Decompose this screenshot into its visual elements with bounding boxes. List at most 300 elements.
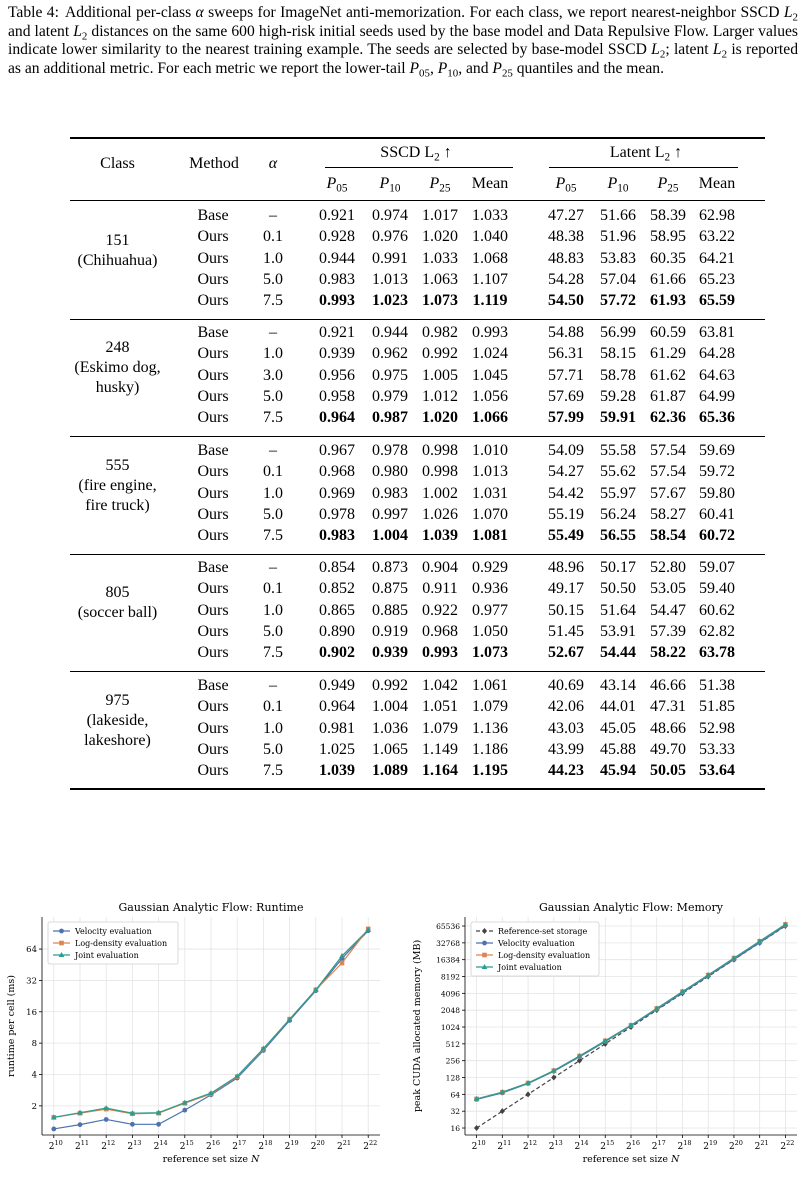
data-point [59,941,64,946]
latent-value: 58.54 [650,527,686,545]
latent-value: 58.78 [600,366,636,384]
latent-value: 45.05 [600,719,636,737]
x-tick-exponent: 16 [211,1139,221,1147]
class-label-line: (soccer ball) [77,604,158,622]
sscd-value: 1.066 [472,409,508,427]
method-cell: Ours [197,719,229,737]
latent-value: 55.97 [600,484,636,502]
x-tick-exponent: 16 [631,1139,641,1147]
runtime-chart [0,895,400,1175]
alpha-cell: 1.0 [263,601,283,619]
sscd-value: 1.056 [472,387,508,405]
x-tick-label: $2^{13}$ [548,1139,563,1152]
class-label [60,231,175,271]
x-tick-exponent: 13 [133,1139,142,1147]
latent-value: 53.83 [600,249,636,267]
class-label-line: 248 [105,339,130,357]
x-tick-label: $2^{17}$ [232,1139,247,1152]
y-tick-label: 2 [31,1101,37,1112]
sscd-header-mean: Mean [471,175,509,192]
method-cell: Ours [197,484,229,502]
alpha-cell: 5.0 [263,622,283,640]
y-tick-label: 4 [31,1070,37,1081]
sscd-value: 0.991 [372,249,408,267]
sscd-value: 0.944 [319,249,355,267]
sscd-value: 0.992 [372,677,408,694]
sscd-value: 1.012 [422,387,458,405]
x-tick-label: $2^{14}$ [153,1139,168,1152]
class-label-line: (Chihuahua) [77,252,158,270]
latent-value: 54.28 [548,270,584,288]
data-point [482,953,487,958]
latent-value: 50.15 [548,601,584,619]
alpha-cell: 5.0 [263,387,283,405]
sscd-value: 1.039 [319,762,355,780]
x-tick-exponent: 19 [708,1139,718,1147]
latent-value: 58.95 [650,228,686,246]
x-tick-label: $2^{12}$ [523,1139,538,1152]
y-tick-label: 32768 [436,938,460,948]
sscd-value: 0.969 [319,484,355,502]
latent-value: 64.99 [699,387,735,405]
latent-value: 46.66 [650,677,686,694]
sscd-value: 0.928 [319,228,355,246]
sscd-value: 1.036 [372,719,408,737]
sscd-value: 0.975 [372,366,408,384]
sscd-value: 0.885 [372,601,408,619]
sscd-value: 0.979 [372,387,408,405]
data-point [340,961,345,966]
data-point [51,1127,56,1132]
alpha-cell: 7.5 [263,644,283,662]
x-tick-label: $2^{10}$ [48,1139,63,1152]
sscd-value: 0.992 [422,345,458,363]
data-point [525,1091,530,1097]
class-label-line: 555 [105,457,130,475]
sscd-value: 1.020 [422,409,458,427]
latent-value: 50.05 [650,762,686,780]
sscd-value: 0.964 [319,698,355,716]
header-alpha: α [268,155,278,172]
header-class: Class [100,155,135,172]
x-tick-label: $2^{19}$ [284,1139,299,1152]
y-tick-label: 512 [445,1039,460,1049]
sscd-header-p25: $P_{25}$ [429,175,451,195]
sscd-value: 1.026 [422,505,458,523]
sscd-value: 1.020 [422,228,458,246]
alpha-cell: 0.1 [263,698,283,716]
alpha-cell: 7.5 [263,762,283,780]
alpha-cell: – [269,677,277,694]
runtime-svg [0,895,400,1175]
latent-value: 44.23 [548,762,584,780]
x-tick-exponent: 17 [237,1139,247,1147]
sscd-value: 0.939 [372,644,408,662]
group-rule [70,671,765,672]
alpha-cell: 5.0 [263,505,283,523]
sscd-cmidrule [325,167,513,168]
latent-value: 61.93 [650,292,686,310]
latent-value: 60.41 [699,505,735,523]
sscd-value: 0.977 [472,601,508,619]
method-cell: Ours [197,463,229,481]
alpha-cell: – [269,559,277,576]
sscd-value: 0.890 [319,622,355,640]
sscd-value: 1.033 [472,207,508,224]
x-tick-exponent: 19 [290,1139,299,1147]
latent-value: 43.99 [548,740,584,758]
x-tick-label: $2^{18}$ [677,1139,692,1152]
sscd-value: 1.063 [422,270,458,288]
method-cell: Ours [197,345,229,363]
method-cell: Ours [197,228,229,246]
latent-header-p10: $P_{10}$ [607,175,629,195]
sscd-value: 1.042 [422,677,458,694]
sscd-value: 0.983 [319,527,355,545]
method-cell: Ours [197,580,229,598]
sscd-value: 1.070 [472,505,508,523]
method-cell: Ours [197,409,229,427]
method-cell: Ours [197,366,229,384]
sscd-value: 1.039 [422,527,458,545]
latent-value: 64.21 [699,249,735,267]
alpha-cell: – [269,324,277,341]
latent-value: 62.36 [650,409,686,427]
latent-value: 57.54 [650,463,686,481]
x-tick-exponent: 22 [368,1139,378,1147]
x-tick-exponent: 15 [185,1139,194,1147]
sscd-value: 1.040 [472,228,508,246]
memory-chart [405,895,805,1175]
sscd-value: 0.978 [372,442,408,459]
y-tick-label: 64 [450,1090,460,1100]
class-label-line: (lakeside, [86,712,149,730]
x-tick-exponent: 21 [760,1139,769,1147]
caption-label: Table 4: [8,4,59,21]
latent-value: 59.40 [699,580,735,598]
legend-label: Joint evaluation [75,951,139,960]
sscd-value: 0.939 [319,345,355,363]
class-label-line: (Eskimo dog, [74,359,161,377]
latent-value: 61.29 [650,345,686,363]
sscd-value: 1.013 [472,463,508,481]
alpha-cell: 0.1 [263,580,283,598]
sscd-value: 0.981 [319,719,355,737]
latent-value: 53.05 [650,580,686,598]
method-cell: Base [197,324,229,341]
method-cell: Base [197,442,229,459]
sscd-value: 0.980 [372,463,408,481]
sscd-value: 0.929 [472,559,508,576]
sscd-value: 0.997 [372,505,408,523]
y-tick-label: 8 [31,1039,37,1050]
latent-value: 43.14 [600,677,636,694]
sscd-value: 0.967 [319,442,355,459]
x-tick-exponent: 20 [734,1139,743,1147]
x-tick-exponent: 11 [503,1139,512,1147]
sscd-value: 0.875 [372,580,408,598]
latent-value: 54.09 [548,442,584,459]
class-label [60,456,175,516]
sscd-value: 0.974 [372,207,408,224]
latent-value: 45.88 [600,740,636,758]
latent-value: 40.69 [548,677,584,694]
latent-value: 62.82 [699,622,735,640]
y-tick-label: 32 [450,1107,460,1117]
class-label-line: fire truck) [85,497,150,515]
latent-value: 64.63 [699,366,735,384]
latent-value: 51.85 [699,698,735,716]
alpha-cell: 0.1 [263,228,283,246]
method-cell: Ours [197,249,229,267]
latent-header-p25: $P_{25}$ [657,175,679,195]
x-tick-label: $2^{19}$ [703,1139,718,1152]
method-cell: Base [197,559,229,576]
latent-value: 57.69 [548,387,584,405]
y-tick-label: 65536 [436,922,460,932]
latent-value: 57.71 [548,366,584,384]
x-tick-label: $2^{12}$ [101,1139,116,1152]
sscd-value: 0.921 [319,324,355,341]
sscd-value: 1.149 [422,740,458,758]
latent-value: 60.72 [699,527,735,545]
latent-value: 50.17 [600,559,636,576]
legend-label: Joint evaluation [498,963,562,972]
class-label-line: lakeshore) [84,732,151,750]
latent-value: 57.04 [600,270,636,288]
sscd-value: 1.051 [422,698,458,716]
x-tick-label: $2^{14}$ [574,1139,589,1152]
latent-value: 54.42 [548,484,584,502]
method-cell: Ours [197,527,229,545]
sscd-value: 0.976 [372,228,408,246]
sscd-value: 0.983 [319,270,355,288]
sscd-value: 0.922 [422,601,458,619]
class-label-line: (fire engine, [78,477,157,495]
alpha-cell: 5.0 [263,740,283,758]
alpha-cell: 5.0 [263,270,283,288]
y-axis-label: peak CUDA allocated memory (MB) [412,939,423,1113]
y-tick-label: 16 [26,1007,37,1018]
memory-svg [405,895,805,1175]
x-tick-exponent: 14 [159,1139,168,1147]
y-tick-label: 16384 [436,955,460,965]
latent-value: 58.15 [600,345,636,363]
latent-value: 51.45 [548,622,584,640]
group-rule [70,200,765,201]
latent-value: 59.69 [699,442,735,459]
alpha-cell: 1.0 [263,345,283,363]
y-tick-label: 128 [445,1073,460,1083]
latent-value: 57.67 [650,484,686,502]
latent-value: 53.33 [699,740,735,758]
sscd-value: 1.081 [472,527,508,545]
latent-value: 60.59 [650,324,686,341]
latent-value: 49.17 [548,580,584,598]
latent-value: 55.49 [548,527,584,545]
alpha-cell: 1.0 [263,719,283,737]
latent-value: 64.28 [699,345,735,363]
y-tick-label: 32 [26,976,37,987]
sscd-value: 1.186 [472,740,508,758]
y-tick-label: 256 [445,1056,460,1066]
latent-value: 56.55 [600,527,636,545]
class-label-line: 975 [105,692,130,710]
y-tick-label: 64 [26,945,37,956]
latent-value: 61.66 [650,270,686,288]
x-tick-label: $2^{16}$ [626,1139,641,1152]
sscd-value: 0.998 [422,442,458,459]
legend-label: Log-density evaluation [498,951,591,960]
alpha-cell: – [269,442,277,459]
method-cell: Base [197,677,229,694]
sscd-value: 0.936 [472,580,508,598]
latent-value: 52.80 [650,559,686,576]
sscd-value: 1.050 [472,622,508,640]
method-cell: Ours [197,270,229,288]
latent-value: 60.62 [699,601,735,619]
latent-value: 51.66 [600,207,636,224]
x-tick-label: $2^{11}$ [74,1139,90,1152]
x-tick-exponent: 11 [80,1139,90,1147]
method-cell: Ours [197,505,229,523]
sscd-value: 0.982 [422,324,458,341]
y-tick-label: 1024 [440,1023,460,1033]
latent-value: 56.99 [600,324,636,341]
legend-label: Velocity evaluation [75,927,152,936]
latent-value: 55.19 [548,505,584,523]
sscd-value: 0.904 [422,559,458,576]
latent-value: 63.81 [699,324,735,341]
group-rule [70,319,765,320]
method-cell: Ours [197,622,229,640]
latent-value: 51.96 [600,228,636,246]
sscd-value: 1.065 [372,740,408,758]
latent-header-mean: Mean [698,175,736,192]
sscd-value: 1.025 [319,740,355,758]
latent-value: 63.78 [699,644,735,662]
data-point [104,1117,109,1122]
latent-value: 55.62 [600,463,636,481]
sscd-value: 0.987 [372,409,408,427]
x-tick-label: $2^{22}$ [780,1139,795,1152]
latent-value: 53.64 [699,762,735,780]
x-axis-label: reference set size N [162,1154,260,1165]
y-tick-label: 16 [450,1124,460,1134]
alpha-cell: 1.0 [263,249,283,267]
data-point [78,1122,83,1127]
sscd-value: 1.013 [372,270,408,288]
sscd-value: 1.107 [472,270,508,288]
data-point [474,1125,479,1131]
x-tick-label: $2^{22}$ [363,1139,378,1152]
latent-value: 65.36 [699,409,735,427]
x-axis-label: reference set size N [582,1154,680,1165]
y-axis-label: runtime per cell (ms) [6,975,17,1077]
sscd-value: 0.873 [372,559,408,576]
latent-value: 48.96 [548,559,584,576]
latent-value: 54.50 [548,292,584,310]
x-tick-exponent: 17 [657,1139,666,1147]
sscd-value: 1.005 [422,366,458,384]
class-label [60,691,175,751]
method-cell: Base [197,207,229,224]
latent-value: 54.47 [650,601,686,619]
method-cell: Ours [197,644,229,662]
chart-title: Gaussian Analytic Flow: Memory [539,901,723,914]
x-tick-label: $2^{16}$ [206,1139,221,1152]
x-tick-exponent: 22 [786,1139,795,1147]
sscd-value: 0.962 [372,345,408,363]
bottom-rule [70,788,765,790]
sscd-value: 1.164 [422,762,458,780]
sscd-value: 1.079 [422,719,458,737]
data-point [59,929,64,934]
method-cell: Ours [197,698,229,716]
latent-value: 44.01 [600,698,636,716]
latent-value: 56.24 [600,505,636,523]
latent-value: 58.27 [650,505,686,523]
sscd-value: 0.983 [372,484,408,502]
latent-value: 52.98 [699,719,735,737]
y-tick-label: 2048 [440,1006,460,1016]
alpha-cell: 7.5 [263,409,283,427]
latent-value: 63.22 [699,228,735,246]
group-rule [70,554,765,555]
alpha-cell: 3.0 [263,366,283,384]
method-cell: Ours [197,387,229,405]
latent-value: 59.72 [699,463,735,481]
latent-value: 47.27 [548,207,584,224]
sscd-value: 1.023 [372,292,408,310]
latent-value: 48.38 [548,228,584,246]
x-tick-label: $2^{10}$ [471,1139,486,1152]
latent-value: 65.23 [699,270,735,288]
latent-value: 57.54 [650,442,686,459]
x-tick-exponent: 15 [605,1139,615,1147]
x-tick-exponent: 13 [554,1139,563,1147]
latent-value: 54.88 [548,324,584,341]
latent-value: 51.38 [699,677,735,694]
sscd-value: 0.852 [319,580,355,598]
latent-value: 50.50 [600,580,636,598]
alpha-cell: 0.1 [263,463,283,481]
method-cell: Ours [197,740,229,758]
x-tick-label: $2^{18}$ [258,1139,273,1152]
latent-value: 59.07 [699,559,735,576]
latent-value: 45.94 [600,762,636,780]
latent-value: 54.27 [548,463,584,481]
sscd-value: 1.004 [372,527,408,545]
sscd-header-p10: $P_{10}$ [379,175,401,195]
latent-value: 53.91 [600,622,636,640]
sscd-value: 0.993 [422,644,458,662]
method-cell: Ours [197,762,229,780]
sscd-value: 0.865 [319,601,355,619]
latent-value: 58.39 [650,207,686,224]
legend-label: Velocity evaluation [498,939,575,948]
sscd-value: 0.921 [319,207,355,224]
latent-value: 57.72 [600,292,636,310]
latent-value: 58.22 [650,644,686,662]
x-tick-exponent: 14 [580,1139,589,1147]
latent-value: 56.31 [548,345,584,363]
sscd-value: 1.073 [422,292,458,310]
header-sscd-group: SSCD $L_2$ ↑ [380,144,452,164]
x-tick-exponent: 18 [683,1139,692,1147]
alpha-cell: 7.5 [263,292,283,310]
x-tick-exponent: 18 [264,1139,273,1147]
